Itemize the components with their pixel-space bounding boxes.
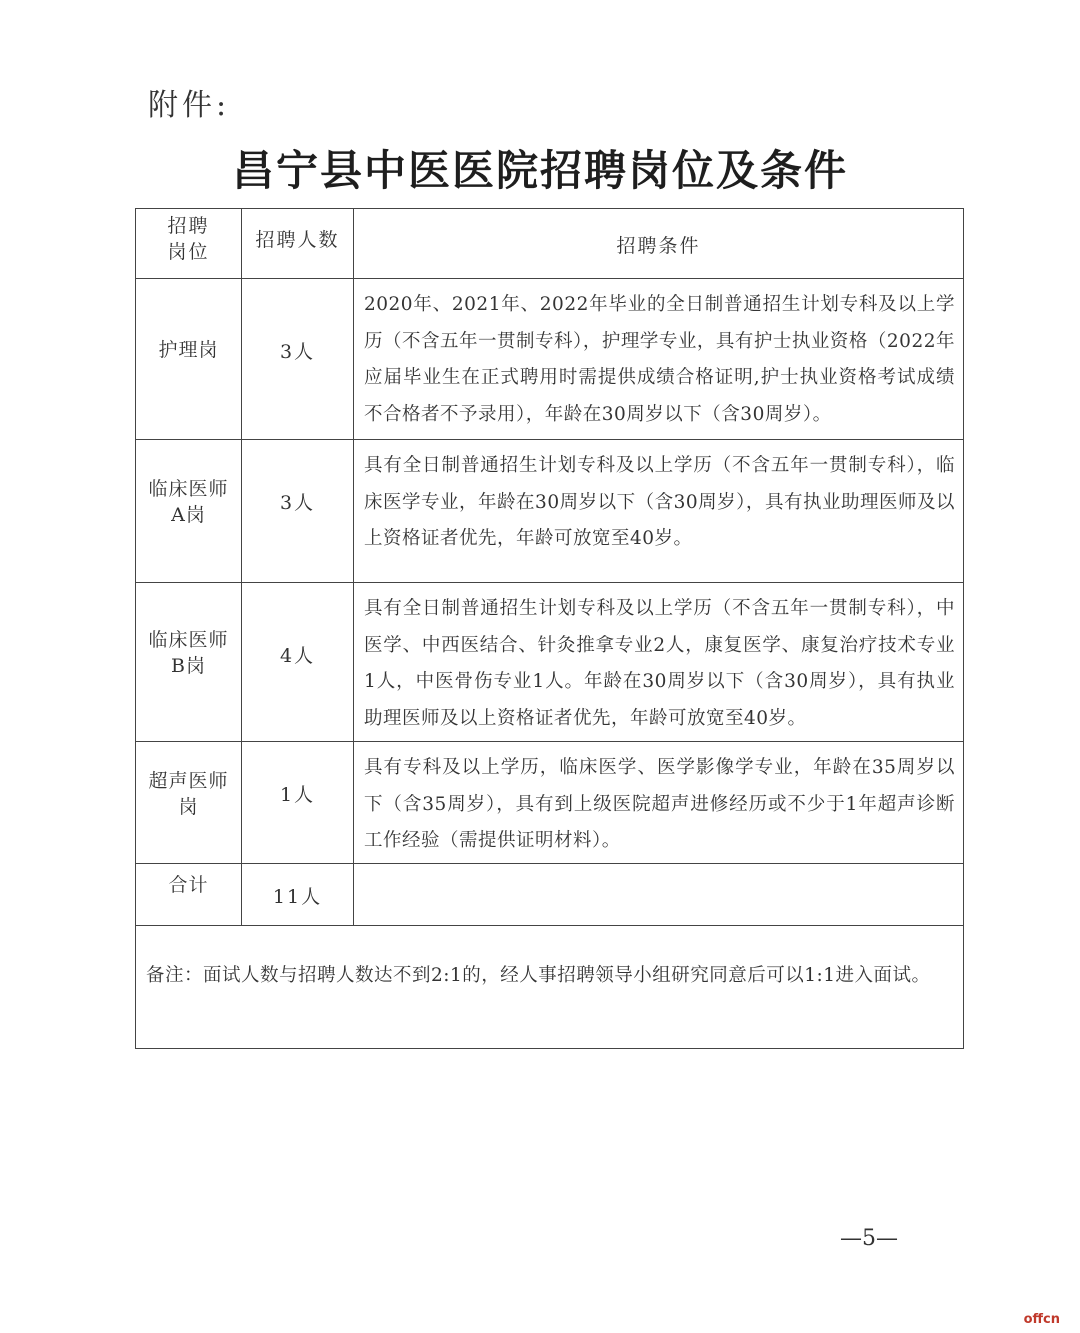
position-count: 3人 [279,492,316,514]
watermark-logo: offcn [1023,1312,1060,1327]
position-name: 超声医师岗 [148,770,229,818]
position-name: 护理岗 [158,339,219,361]
table-row [136,440,964,583]
note-cell [136,926,964,1049]
header-conditions-cell [354,209,964,279]
position-count: 3人 [279,341,316,363]
header-position-cell [136,209,242,279]
document-title: 昌宁县中医医院招聘岗位及条件 [231,146,848,195]
count-cell [242,440,354,583]
note-text: 备注：面试人数与招聘人数达不到2:1的，经人事招聘领导小组研究同意后可以1:1进入面试。 [146,965,931,986]
table-header-row [136,209,964,279]
count-cell [242,583,354,742]
header-position: 招聘岗位 [167,215,210,263]
recruitment-table [135,208,964,1049]
position-count: 1人 [279,784,316,806]
header-count: 招聘人数 [255,229,340,251]
total-label: 合计 [168,874,209,896]
total-label-cell [136,864,242,926]
total-empty-cell [354,864,964,926]
table-total-row [136,864,964,926]
header-conditions: 招聘条件 [616,235,701,257]
position-cell [136,583,242,742]
header-count-cell [242,209,354,279]
position-name: 临床医师A岗 [148,478,229,526]
position-name: 临床医师B岗 [148,629,229,677]
conditions-cell [354,440,964,583]
position-count: 4人 [279,645,316,667]
count-cell [242,742,354,864]
conditions-cell [354,742,964,864]
position-cell [136,742,242,864]
position-conditions: 2020年、2021年、2022年毕业的全日制普通招生计划专科及以上学历（不含五年一贯制专科），护理学专业，具有护士执业资格（2022年应届毕业生在正式聘用时需提供成绩合格证明,护士执业资格考试成绩不合格者不予录用），年龄在30周岁以下（含30周岁）。 [364,294,955,425]
page-number: —5— [840,1226,898,1251]
table-note-row [136,926,964,1049]
table-row [136,279,964,440]
total-count-cell [242,864,354,926]
position-conditions: 具有全日制普通招生计划专科及以上学历（不含五年一贯制专科），临床医学专业，年龄在30周岁以下（含30周岁），具有执业助理医师及以上资格证者优先，年龄可放宽至40岁。 [364,455,955,549]
count-cell [242,279,354,440]
total-count: 11人 [272,886,323,908]
conditions-cell [354,583,964,742]
conditions-cell [354,279,964,440]
table-row [136,742,964,864]
table-row [136,583,964,742]
position-conditions: 具有全日制普通招生计划专科及以上学历（不含五年一贯制专科），中医学、中西医结合、针灸推拿专业2人，康复医学、康复治疗技术专业1人，中医骨伤专业1人。年龄在30周岁以下（含30周岁），具有执业助理医师及以上资格证者优先，年龄可放宽至40岁。 [364,598,955,729]
attachment-label: 附件: [148,88,231,123]
position-cell [136,279,242,440]
position-cell [136,440,242,583]
position-conditions: 具有专科及以上学历，临床医学、医学影像学专业，年龄在35周岁以下（含35周岁），具有到上级医院超声进修经历或不少于1年超声诊断工作经验（需提供证明材料）。 [364,757,955,851]
